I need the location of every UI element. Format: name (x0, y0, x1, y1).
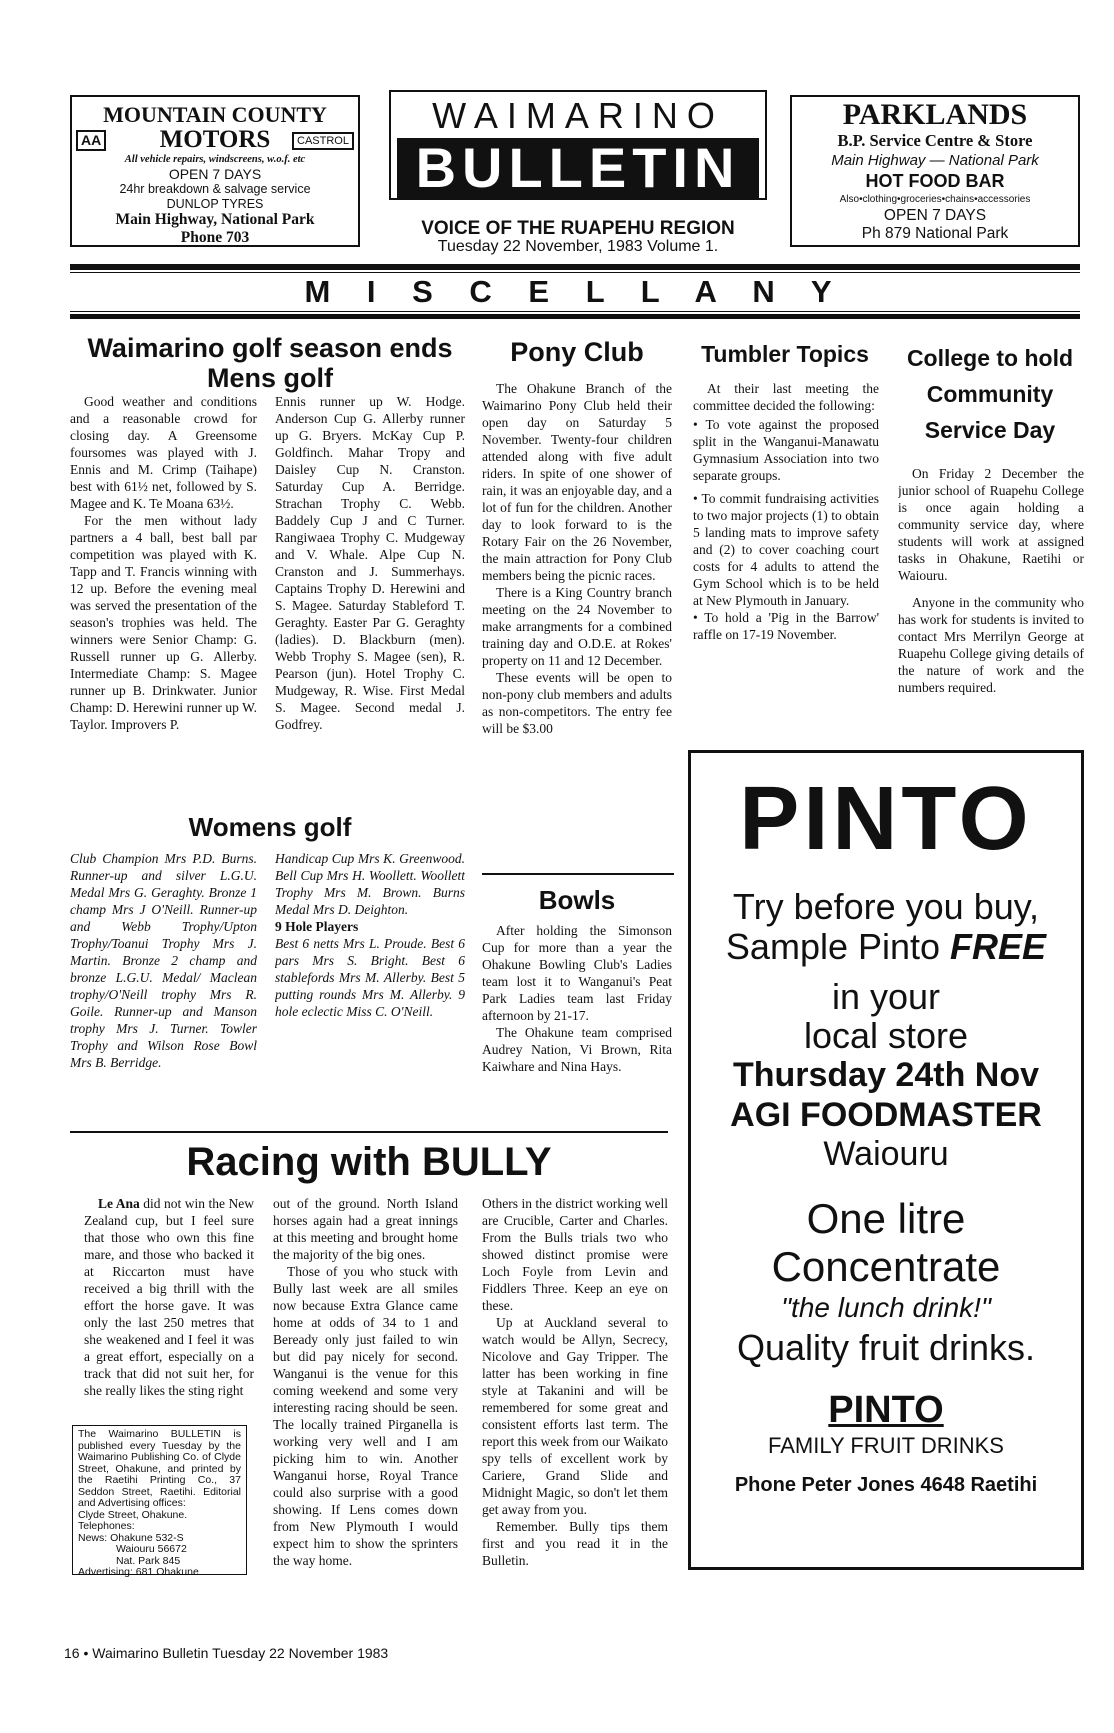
golf-mens-col1 (70, 393, 257, 813)
masthead-title-main: BULLETIN (397, 138, 759, 198)
bullet-icon: • (693, 491, 702, 506)
ad-line: "the lunch drink!" (781, 1292, 991, 1323)
pinto-ad (688, 750, 1084, 1570)
paragraph: out of the ground. North Island horses again had a great innings at this meeting and brought home the majority of the big ones. (273, 1196, 458, 1262)
racing-col3 (482, 1195, 668, 1625)
pinto-logo: PINTO (739, 769, 1033, 869)
ad-line: MOUNTAIN COUNTY (103, 102, 327, 127)
mountain-county-motors-ad (70, 95, 360, 247)
section-rule-top-thick (70, 264, 1080, 270)
bullet-item (693, 609, 879, 643)
paragraph: The Ohakune Branch of the Waimarino Pony Club held their open day on Saturday 5 November. Twenty-four children attended along with five adult riders. In spite of one shower of rain, it was an enjoyable day, and a lot of fun for the children. Another day to look forward to is the Rotary Fair on the 26 November, the main attraction for Pony Club members being the picnic races. (482, 381, 672, 583)
ad-line: Phone Peter Jones 4648 Raetihi (734, 1474, 1038, 1496)
castrol-logo: CASTROL (292, 132, 354, 150)
bullet-text: To vote against the proposed split in the Wanganui-Manawatu Gymnasium Association into two separate groups. (693, 417, 879, 483)
paragraph: Anyone in the community who has work for students is invited to contact Mrs Merrilyn George at Ruapehu College giving details of the nature of work and the numbers required. (898, 595, 1084, 695)
bullet-icon: • (693, 417, 706, 432)
ad-line: AGI FOODMASTER (730, 1096, 1042, 1134)
bullet-text: To hold a 'Pig in the Barrow' raffle on 17-19 November. (693, 610, 879, 642)
ad-line: OPEN 7 DAYS (883, 207, 987, 224)
masthead-title-box (389, 90, 767, 200)
racing-headline: Racing with BULLY (186, 1140, 552, 1184)
tumbler-headline: Tumbler Topics (701, 341, 869, 367)
paragraph (84, 1195, 254, 1399)
college-headline-line1: College to hold (906, 345, 1074, 371)
paragraph: Remember. Bully tips them first and you read it in the Bulletin. (482, 1519, 668, 1568)
ad-line: OPEN 7 DAYS (168, 166, 262, 182)
ad-line: local store (803, 1015, 969, 1056)
paragraph: On Friday 2 December the junior school of Ruapehu College is once again holding a community service day, where students will work at assigned tasks in Ohakune, Raetihi or Waiouru. (898, 466, 1084, 583)
ad-line: DUNLOP TYRES (166, 197, 264, 211)
ad-line: 24hr breakdown & salvage service (119, 182, 311, 196)
imprint-text: Advertising: 681 Ohakune (78, 1566, 199, 1578)
paragraph: Up at Auckland several to watch would be Allyn, Secrecy, Nicolove and Gay Tripper. The latter has been working in fine style at Takanini and will be remembered for some great and consistent efforts last term. The report this week from our Waikato spy tells of excellent work by Cariere, Grand Slide and Midnight Magic, so don't let them get away from you. (482, 1315, 668, 1517)
ad-line: Concentrate (771, 1243, 1001, 1290)
golf-mens-col2 (275, 393, 465, 813)
pony-bowls-divider (482, 873, 674, 875)
ad-line: One litre (806, 1195, 966, 1242)
pony-club-body (482, 380, 672, 865)
ad-line: Main Highway — National Park (831, 152, 1039, 169)
paragraph: Good weather and conditions and a reasonable crowd for closing day. A Greensome foursomes was played with J. Ennis and M. Crimp (Taihape) best with 61½ net, followed by S. Magee and K. Te Moana 63½. (70, 394, 257, 511)
paragraph-text: did not win the New Zealand cup, but I feel sure that those who own this fine mare, and those who backed it at Riccarton must have received a big thrill with the effort the horse gave. It was only the last 250 metres that she weakened and I feel it was a great effort, especially on a track that did not suit her, for she really likes the sting right (84, 1196, 254, 1398)
college-headline-line2: Community (926, 381, 1054, 407)
tumbler-body (693, 380, 879, 735)
section-rule-bottom-thin (70, 311, 1080, 312)
ad-line: in your (831, 976, 941, 1017)
horse-name: Le Ana (98, 1196, 140, 1211)
imprint-text: Waiouru 56672 (116, 1543, 187, 1555)
imprint-box (72, 1425, 247, 1578)
paragraph: Handicap Cup Mrs K. Greenwood. Bell Cup Mrs H. Woollett. Woollett Trophy Mrs M. Brown. Burns Medal Mrs D. Deighton. (275, 851, 465, 917)
paragraph: Club Champion Mrs P.D. Burns. Runner-up and silver L.G.U. Medal Mrs G. Geraghty. Bronze 1 champ Mrs J O'Neill. Runner-up and Webb Trophy/Upton Trophy/Toanui Trophy Mrs J. Martin. Bronze 2 champ and bronze L.G.U. Medal/ Maclean trophy/O'Neill trophy Mrs R. Goile. Runner-up and Manson trophy Mrs J. Turner. Towler Trophy and Wilson Rose Bowl Mrs B. Berridge. (70, 851, 257, 1070)
paragraph: Best 6 netts Mrs L. Proude. Best 6 pars Mrs S. Bright. Best 6 stablefords Mrs M. Allerby. Best 5 putting rounds Mrs M. Allerby. 9 hole eclectic Miss C. O'Neill. (275, 936, 465, 1019)
pony-club-headline: Pony Club (510, 337, 644, 367)
paragraph: There is a King Country branch meeting on the 24 November to make arrangments for a combined training day and O.D.E. at Rokes' property on 11 and 12 December. (482, 585, 672, 668)
paragraph: Others in the district working well are Crucible, Carter and Charles. From the Bulls trials two who showed distinct promise were Loch Foyle from Levin and Fiddlers Three. Keep an eye on these. (482, 1196, 668, 1313)
page-footer: 16 • Waimarino Bulletin Tuesday 22 November 1983 (64, 1645, 389, 1661)
ad-line (691, 927, 1081, 967)
masthead-date: Tuesday 22 November, 1983 Volume 1. (437, 238, 719, 255)
paragraph: Ennis runner up W. Hodge. Anderson Cup G. Allerby runner up G. Bryers. McKay Cup P. Goldfinch. Mahar Tropy and Daisley Cup N. Cranston. Saturday Cup A. Berridge. Strachan Trophy C. Webb. Baddely Cup J and C Turner. Rangiwaea Trophy C. Mudgeway and V. Whale. Alpe Cup N. Cranston and J. Summerhays. Captains Trophy D. Herewini and S. Magee. Saturday Stableford T. Geraghty. Easter Par G. Geraghty (ladies). D. Blackburn (men). Webb Trophy S. Magee (sen), R. Pearson (jun). Hotel Trophy C. Mudgeway, R. Wise. First Medal S. Magee. Second medal J. Godfrey. (275, 394, 465, 732)
racing-col2 (273, 1195, 458, 1625)
bullet-icon: • (693, 610, 705, 625)
golf-headline-line2: Mens golf (207, 363, 333, 393)
bullet-item (693, 416, 879, 484)
imprint-text: Clyde Street, Ohakune. (78, 1508, 188, 1521)
golf-womens-col1 (70, 850, 257, 1110)
ad-line: Ph 879 National Park (861, 225, 1009, 242)
racing-col1 (84, 1195, 254, 1415)
college-body (898, 465, 1084, 735)
ad-line: Main Highway, National Park (115, 211, 315, 228)
paragraph: At their last meeting the committee decided the following: (693, 381, 879, 413)
college-headline-line3: Service Day (924, 417, 1056, 443)
ad-line: Waiouru (823, 1135, 949, 1173)
ad-line: Try before you buy, (732, 886, 1040, 927)
bullet-text: To commit fundraising activities to two major projects (1) to obtain 5 landing mats to improve safety and (2) to cover coaching court costs for 4 adults to attend the Gym School which is to be held at New Plymouth in January. (693, 491, 879, 608)
subheading: 9 Hole Players (275, 919, 359, 934)
ad-line: FAMILY FRUIT DRINKS (768, 1433, 1004, 1458)
paragraph: Those of you who stuck with Bully last week are all smiles now because Extra Glance came home at odds of 34 to 1 and Beready only just failed to win but did pay nicely for second. Wanganui is the venue for this coming weekend and some very interesting racing should be seen. The locally trained Pirganella is working very well and I am picking him to win. Another Wanganui horse, Royal Trance could also surprise with a good showing. If Lens comes down from New Plymouth I would expect him to show the sprinters the way home. (273, 1264, 458, 1568)
paragraph: These events will be open to non-pony club members and adults as non-competitors. The entry fee will be $3.00 (482, 670, 672, 736)
bullet-item (693, 490, 879, 609)
ad-line-part: Sample Pinto (725, 926, 951, 967)
paragraph: The Ohakune team comprised Audrey Nation, Vi Brown, Rita Kaiwhare and Nina Hays. (482, 1025, 672, 1074)
aa-logo: AA (76, 130, 106, 151)
ad-line: Quality fruit drinks. (736, 1327, 1036, 1368)
pinto-logo-small: PINTO (828, 1389, 944, 1431)
masthead-title-top: WAIMARINO (432, 95, 724, 136)
masthead-tagline: VOICE OF THE RUAPEHU REGION (421, 218, 735, 239)
section-rule-bottom-thick (70, 314, 1080, 319)
parklands-ad (790, 95, 1080, 247)
ad-line-free: FREE (950, 926, 1047, 967)
imprint-text: Nat. Park 845 (116, 1554, 181, 1567)
imprint-text: Telephones: (78, 1520, 135, 1532)
motors-row (72, 127, 358, 153)
college-headline (895, 340, 1085, 448)
womens-golf-headline: Womens golf (188, 812, 352, 842)
golf-womens-col2 (275, 850, 465, 1110)
racing-top-rule (70, 1131, 668, 1133)
section-rule-top-thin (70, 272, 1080, 273)
imprint-text: News: Ohakune 532-S (78, 1531, 184, 1544)
ad-line: Also•clothing•groceries•chains•accessories (839, 194, 1031, 205)
bowls-headline: Bowls (538, 885, 616, 915)
paragraph: After holding the Simonson Cup for more than a year the Ohakune Bowling Club's Ladies team lost it to Wanganui's Peat Park Ladies team last Friday afternoon by 21-17. (482, 923, 672, 1023)
bowls-body (482, 922, 672, 1097)
ad-line: Thursday 24th Nov (732, 1056, 1040, 1094)
section-title: M I S C E L L A N Y (304, 274, 846, 309)
imprint-text: The Waimarino BULLETIN is published every Tuesday by the Waimarino Publishing Co. of Clyde Street, Ohakune, and printed by the Raetihi Printing Co., 37 Seddon Street, Raetihi. Editorial and Advertising offices: (78, 1428, 241, 1509)
golf-headline (70, 333, 470, 393)
ad-line: PARKLANDS (842, 98, 1028, 131)
golf-headline-line1: Waimarino golf season ends (87, 333, 453, 363)
ad-line: HOT FOOD BAR (865, 171, 1005, 191)
ad-line: MOTORS (159, 126, 271, 153)
paragraph: For the men without lady partners a 4 ball, best ball par competition was played with K. Tapp and T. Francis winning with 12 up. Before the evening meal was served the presentation of the season's trophies was held. The winners were Senior Champ: G. Russell runner up G. Allerby. Intermediate Champ: S. Magee runner up B. Drinkwater. Junior Champ: D. Herewini runner up W. Taylor. Improvers P. (70, 513, 257, 732)
ad-line: B.P. Service Centre & Store (837, 131, 1033, 150)
ad-line: Phone 703 (180, 229, 250, 246)
ad-line: All vehicle repairs, windscreens, w.o.f. etc (124, 154, 306, 165)
